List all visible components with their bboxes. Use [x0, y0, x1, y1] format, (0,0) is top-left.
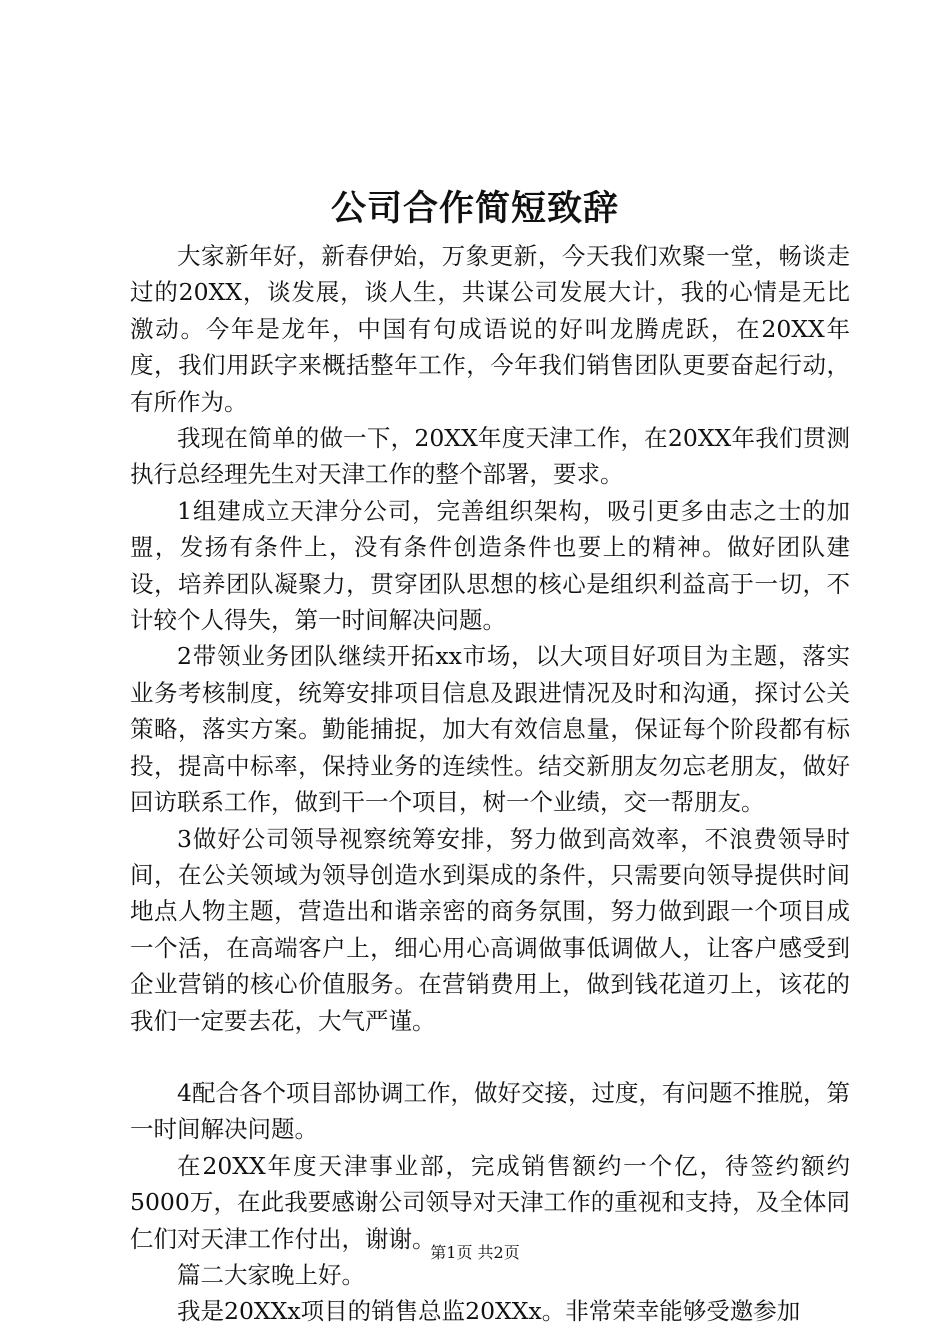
paragraph-6: 4配合各个项目部协调工作，做好交接，过度，有问题不推脱，第一时间解决问题。	[130, 1078, 850, 1144]
paragraph-5: 3做好公司领导视察统筹安排，努力做到高效率，不浪费领导时间，在公关领域为领导创造水到渠成的条件，只需要向领导提供时间地点人物主题，营造出和谐亲密的商务氛围，努力做到跟一个项目成一个活，在高端客户上，细心用心高调做事低调做人，让客户感受到企业营销的核心价值服务。在营销费用上，做到钱花道刃上，该花的我们一定要去花，大气严谨。	[130, 824, 850, 1035]
document-body	[130, 238, 850, 1330]
page-footer: 第1页 共2页	[430, 1243, 520, 1262]
paragraph-2: 我现在简单的做一下，20XX年度天津工作，在20XX年我们贯测执行总经理先生对天津工作的整个部署，要求。	[130, 424, 850, 489]
paragraph-1: 大家新年好，新春伊始，万象更新，今天我们欢聚一堂，畅谈走过的20XX，谈发展，谈人生，共谋公司发展大计，我的心情是无比激动。今年是龙年，中国有句成语说的好叫龙腾虎跃，在20XX年度，我们用跃字来概括整年工作，今年我们销售团队更要奋起行动，有所作为。	[130, 242, 850, 416]
paragraph-7: 在20XX年度天津事业部，完成销售额约一个亿，待签约额约5000万，在此我要感谢公司领导对天津工作的重视和支持，及全体同仁们对天津工作付出，谢谢。	[130, 1151, 850, 1253]
paragraph-8: 篇二大家晚上好。	[177, 1260, 365, 1289]
document-title: 公司合作简短致辞	[330, 188, 619, 229]
paragraph-4: 2带领业务团队继续开拓xx市场，以大项目好项目为主题，落实业务考核制度，统筹安排项目信息及跟进情况及时和沟通，探讨公关策略，落实方案。勤能捕捉，加大有效信息量，保证每个阶段都有标投，提高中标率，保持业务的连续性。结交新朋友勿忘老朋友，做好回访联系工作，做到干一个项目，树一个业绩，交一帮朋友。	[130, 642, 850, 817]
paragraph-9: 我是20XXx项目的销售总监20XXx。非常荣幸能够受邀参加	[177, 1297, 801, 1326]
paragraph-3: 1组建成立天津分公司，完善组织架构，吸引更多由志之士的加盟，发扬有条件上，没有条件创造条件也要上的精神。做好团队建设，培养团队凝聚力，贯穿团队思想的核心是组织利益高于一切，不计较个人得失，第一时间解决问题。	[130, 496, 850, 635]
